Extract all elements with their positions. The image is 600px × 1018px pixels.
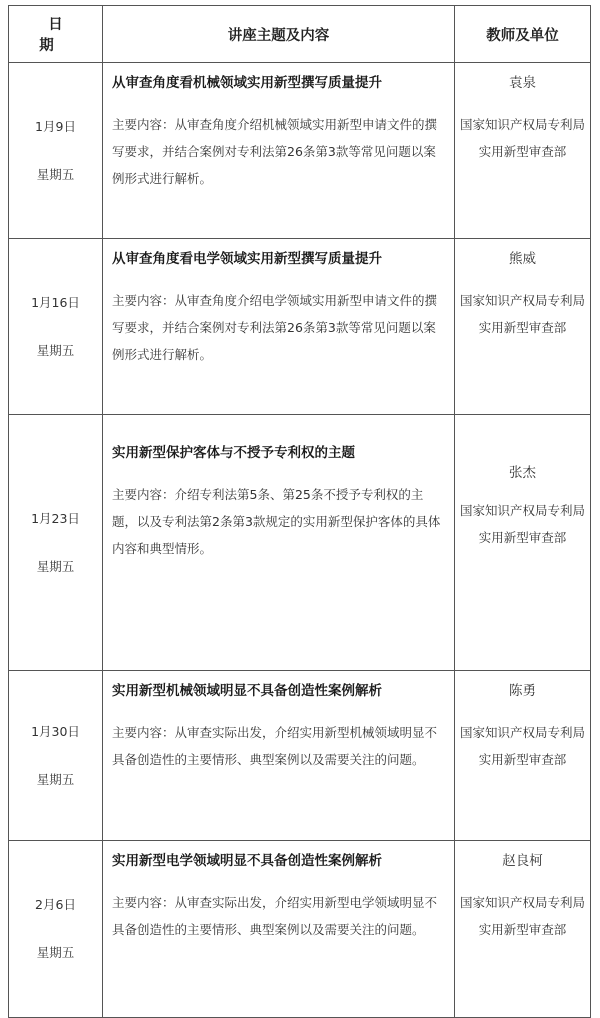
topic-cell: [103, 239, 455, 415]
teacher-cell: [455, 415, 591, 671]
table-row: [9, 671, 591, 841]
table-header: [9, 6, 591, 63]
teacher-unit: 国家知识产权局专利局实用新型审查部: [455, 497, 590, 551]
lecture-weekday: 星期五: [9, 771, 102, 789]
lecture-date: 1月30日: [9, 723, 102, 741]
lecture-weekday: 星期五: [9, 342, 102, 360]
topic-cell: [103, 671, 455, 841]
header-row: [9, 6, 591, 63]
lecture-title: 实用新型电学领域明显不具备创造性案例解析: [112, 851, 446, 871]
teacher-name: 张杰: [455, 463, 590, 483]
lecture-description: 主要内容：从审查实际出发，介绍实用新型机械领域明显不具备创造性的主要情形、典型案例以及需要关注的问题。: [112, 719, 446, 773]
teacher-cell: [455, 63, 591, 239]
lecture-date: 1月16日: [9, 294, 102, 312]
table-row: [9, 239, 591, 415]
lecture-date: 1月23日: [9, 510, 102, 528]
header-date: 日 期: [9, 6, 103, 63]
lecture-title: 实用新型保护客体与不授予专利权的主题: [112, 443, 446, 463]
teacher-unit: 国家知识产权局专利局实用新型审查部: [455, 889, 590, 943]
table-row: [9, 415, 591, 671]
teacher-unit: 国家知识产权局专利局实用新型审查部: [455, 719, 590, 773]
lecture-date: 1月9日: [9, 118, 102, 136]
teacher-name: 袁泉: [455, 73, 590, 93]
lecture-schedule-table: [8, 5, 591, 1018]
date-cell: [9, 415, 103, 671]
lecture-date: 2月6日: [9, 896, 102, 914]
teacher-cell: [455, 239, 591, 415]
teacher-unit: 国家知识产权局专利局实用新型审查部: [455, 287, 590, 341]
header-teacher: 教师及单位: [455, 6, 591, 63]
lecture-weekday: 星期五: [9, 944, 102, 962]
teacher-unit: 国家知识产权局专利局实用新型审查部: [455, 111, 590, 165]
lecture-description: 主要内容：从审查实际出发，介绍实用新型电学领域明显不具备创造性的主要情形、典型案例以及需要关注的问题。: [112, 889, 446, 943]
lecture-title: 从审查角度看机械领域实用新型撰写质量提升: [112, 73, 446, 93]
table-row: [9, 841, 591, 1018]
lecture-description: 主要内容：从审查角度介绍电学领域实用新型申请文件的撰写要求，并结合案例对专利法第26条第3款等常见问题以案例形式进行解析。: [112, 287, 446, 368]
date-cell: [9, 671, 103, 841]
topic-cell: [103, 415, 455, 671]
header-topic: 讲座主题及内容: [103, 6, 455, 63]
teacher-cell: [455, 841, 591, 1018]
date-cell: [9, 63, 103, 239]
lecture-title: 从审查角度看电学领域实用新型撰写质量提升: [112, 249, 446, 269]
table-body: [9, 63, 591, 1018]
lecture-title: 实用新型机械领域明显不具备创造性案例解析: [112, 681, 446, 701]
topic-cell: [103, 841, 455, 1018]
topic-cell: [103, 63, 455, 239]
teacher-name: 陈勇: [455, 681, 590, 701]
lecture-weekday: 星期五: [9, 166, 102, 184]
table-row: [9, 63, 591, 239]
teacher-cell: [455, 671, 591, 841]
date-cell: [9, 239, 103, 415]
lecture-description: 主要内容：从审查角度介绍机械领域实用新型申请文件的撰写要求，并结合案例对专利法第26条第3款等常见问题以案例形式进行解析。: [112, 111, 446, 192]
lecture-weekday: 星期五: [9, 558, 102, 576]
date-cell: [9, 841, 103, 1018]
lecture-description: 主要内容：介绍专利法第5条、第25条不授予专利权的主题，以及专利法第2条第3款规定的实用新型保护客体的具体内容和典型情形。: [112, 481, 446, 562]
teacher-name: 熊威: [455, 249, 590, 269]
teacher-name: 赵良柯: [455, 851, 590, 871]
